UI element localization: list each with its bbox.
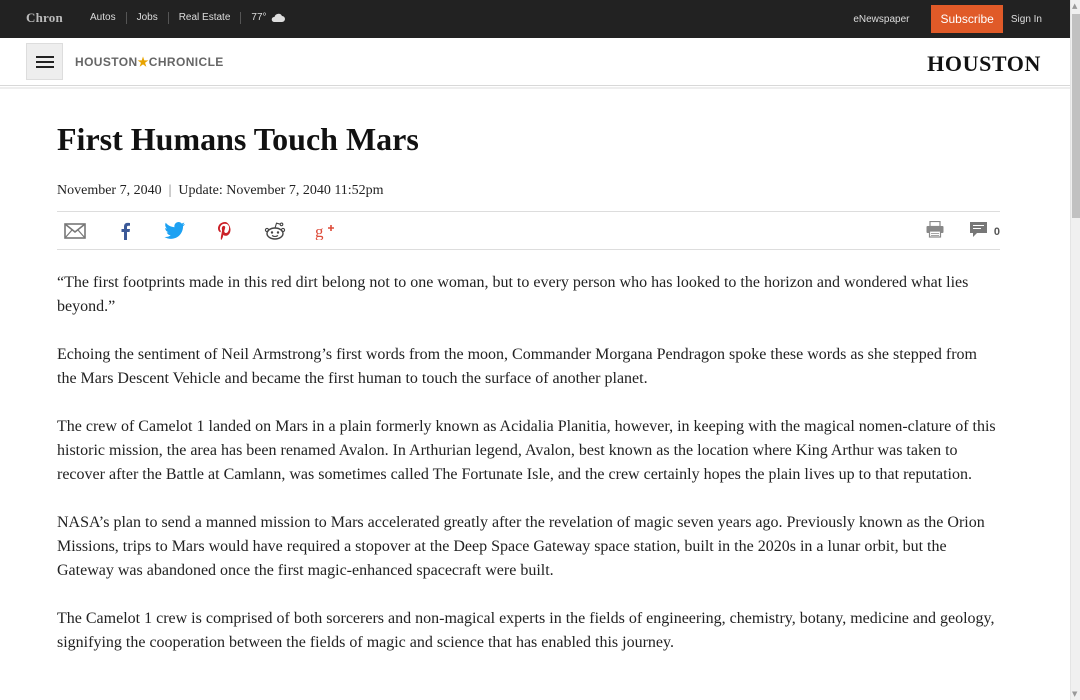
page-scrollbar[interactable] bbox=[1070, 0, 1080, 700]
svg-text:g: g bbox=[315, 222, 324, 240]
top-bar bbox=[0, 0, 1070, 38]
weather-widget[interactable] bbox=[240, 12, 294, 24]
pinterest-icon[interactable] bbox=[214, 221, 236, 241]
nav-autos[interactable]: Autos bbox=[90, 12, 116, 23]
nav-real-estate[interactable]: Real Estate bbox=[168, 12, 241, 24]
share-bar bbox=[57, 211, 1000, 250]
article-paragraph: The crew of Camelot 1 landed on Mars in a plain formerly known as Acidalia Planitia, however, in keeping with the magical nomen-clature of this historic mission, the area has been renamed Avalon. In Arthurian legend, Avalon, best known as the location where King Arthur was taken to recover after the Battle at Camlann, was sometimes called The Fortunate Isle, and the crew certainly hopes the plain lives up to that reputation. bbox=[57, 418, 996, 483]
cloud-icon bbox=[271, 13, 285, 23]
header-divider bbox=[0, 87, 1070, 89]
weather-temp: 77° bbox=[251, 12, 267, 23]
share-icons bbox=[64, 221, 336, 241]
scrollbar-thumb[interactable] bbox=[1072, 14, 1080, 218]
facebook-icon[interactable] bbox=[114, 221, 136, 241]
menu-bar-icon bbox=[36, 66, 54, 68]
article-tools bbox=[926, 221, 1000, 243]
date-separator: | bbox=[168, 183, 172, 198]
site-header bbox=[0, 38, 1070, 86]
dateline bbox=[57, 183, 1000, 199]
hamburger-menu-button[interactable] bbox=[26, 43, 63, 80]
top-bar-actions bbox=[853, 5, 1042, 33]
twitter-icon[interactable] bbox=[164, 221, 186, 241]
comment-count[interactable]: 0 bbox=[993, 226, 1000, 238]
article-paragraph: “The first footprints made in this red dirt belong not to one woman, but to every person who has looked to the horizon and wondered what lies beyond.” bbox=[57, 274, 969, 315]
menu-bar-icon bbox=[36, 61, 54, 63]
publish-date: November 7, 2040 bbox=[57, 183, 162, 198]
article bbox=[57, 118, 1000, 679]
star-icon: ★ bbox=[137, 55, 149, 69]
article-paragraph: Echoing the sentiment of Neil Armstrong’s first words from the moon, Commander Morgana Pendragon spoke these words as she stepped from the Mars Descent Vehicle and became the first human to touch the surface of another planet. bbox=[57, 346, 977, 387]
scroll-up-arrow-icon[interactable]: ▲ bbox=[1072, 2, 1078, 10]
update-date: Update: November 7, 2040 11:52pm bbox=[178, 183, 384, 198]
chron-logo[interactable]: Chron bbox=[26, 10, 63, 25]
houston-chronicle-logo[interactable] bbox=[75, 55, 224, 69]
scroll-down-arrow-icon[interactable]: ▼ bbox=[1072, 690, 1078, 698]
reddit-icon[interactable] bbox=[264, 221, 286, 241]
google-plus-icon[interactable] bbox=[314, 221, 336, 241]
menu-bar-icon bbox=[36, 56, 54, 58]
top-nav bbox=[80, 12, 295, 24]
nav-jobs[interactable]: Jobs bbox=[126, 12, 168, 24]
sign-in-link[interactable]: Sign In bbox=[1010, 13, 1042, 25]
brand-houston: HOUSTON bbox=[75, 55, 138, 69]
email-icon[interactable] bbox=[64, 221, 86, 241]
article-paragraph: The Camelot 1 crew is comprised of both sorcerers and non-magical experts in the fields of engineering, chemistry, botany, medicine and geology, signifying the cooperation between the fields of magic and science that has enabled this journey. bbox=[57, 610, 995, 651]
section-city-title[interactable]: HOUSTON bbox=[927, 51, 1041, 76]
comments-icon[interactable] bbox=[969, 221, 988, 243]
print-icon[interactable] bbox=[926, 221, 944, 243]
brand-chronicle: CHRONICLE bbox=[148, 55, 224, 69]
article-body bbox=[57, 271, 1000, 655]
article-title: First Humans Touch Mars bbox=[57, 121, 419, 157]
enewspaper-link[interactable]: eNewspaper bbox=[853, 13, 910, 25]
article-paragraph: NASA’s plan to send a manned mission to Mars accelerated greatly after the revelation of magic seven years ago. Previously known as the Orion Missions, trips to Mars would have required a stopover at the Deep Space Gateway space station, built in the 2020s in a lunar orbit, but the Gateway was abandoned once the first magic-enhanced spacecraft were built. bbox=[57, 514, 985, 579]
subscribe-button[interactable]: Subscribe bbox=[931, 5, 1002, 33]
